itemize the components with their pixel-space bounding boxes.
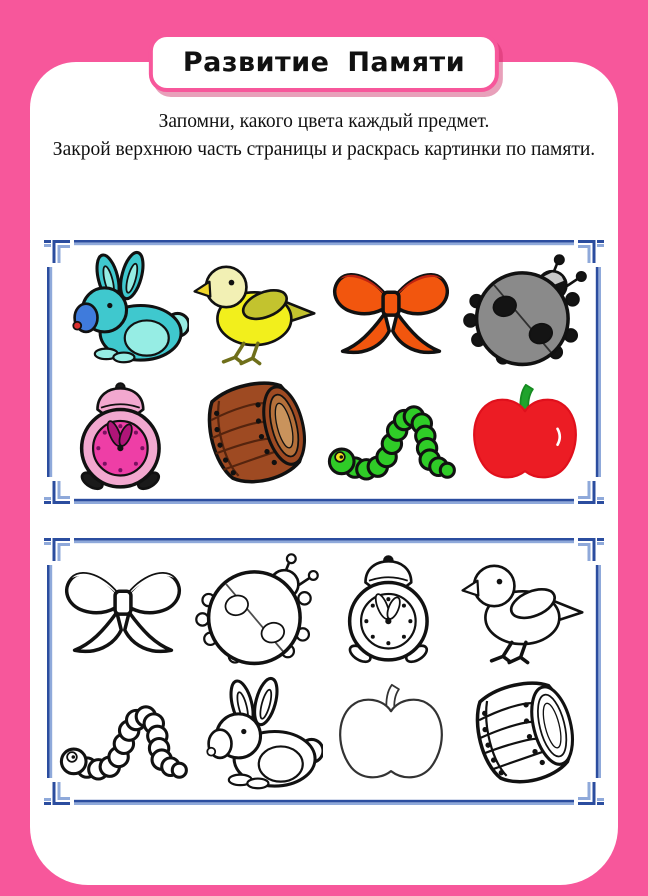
instructions-text: [30, 108, 618, 164]
bird-outline-image: [459, 549, 591, 667]
rabbit-colored-image: [57, 250, 189, 368]
ladybug-outline-image: [191, 549, 323, 667]
coloring-grid: [56, 544, 592, 799]
apple-outline-cell: [325, 676, 457, 794]
rabbit-outline-cell: [191, 676, 323, 794]
coloring-frame: [40, 531, 608, 812]
page-title: Развитие Памяти: [182, 47, 466, 78]
barrel-colored-image: [191, 376, 323, 494]
barrel-outline-image: [459, 676, 591, 794]
instructions-line-1: Запомни, какого цвета каждый предмет.: [158, 111, 490, 132]
clock-colored-image: [57, 376, 189, 494]
caterpillar-colored-image: [325, 376, 457, 494]
clock-colored-cell: [57, 376, 189, 494]
rabbit-colored-cell: [57, 250, 189, 368]
instructions-line-2: Закрой верхнюю часть страницы и раскрась картинки по памяти.: [52, 139, 596, 160]
apple-colored-image: [459, 376, 591, 494]
memory-frame: [40, 233, 608, 511]
caterpillar-colored-cell: [325, 376, 457, 494]
ladybug-colored-image: [459, 250, 591, 368]
memory-grid: [56, 246, 592, 498]
caterpillar-outline-cell: [57, 676, 189, 794]
apple-outline-image: [325, 676, 457, 794]
title-badge: [149, 33, 499, 92]
clock-outline-cell: [325, 549, 457, 667]
caterpillar-outline-image: [57, 676, 189, 794]
barrel-colored-cell: [191, 376, 323, 494]
rabbit-outline-image: [191, 676, 323, 794]
bow-colored-cell: [325, 250, 457, 368]
ladybug-outline-cell: [191, 549, 323, 667]
bird-colored-image: [191, 250, 323, 368]
ladybug-colored-cell: [459, 250, 591, 368]
apple-colored-cell: [459, 376, 591, 494]
bow-outline-image: [57, 549, 189, 667]
bird-outline-cell: [459, 549, 591, 667]
bow-outline-cell: [57, 549, 189, 667]
bow-colored-image: [325, 250, 457, 368]
barrel-outline-cell: [459, 676, 591, 794]
clock-outline-image: [325, 549, 457, 667]
bird-colored-cell: [191, 250, 323, 368]
